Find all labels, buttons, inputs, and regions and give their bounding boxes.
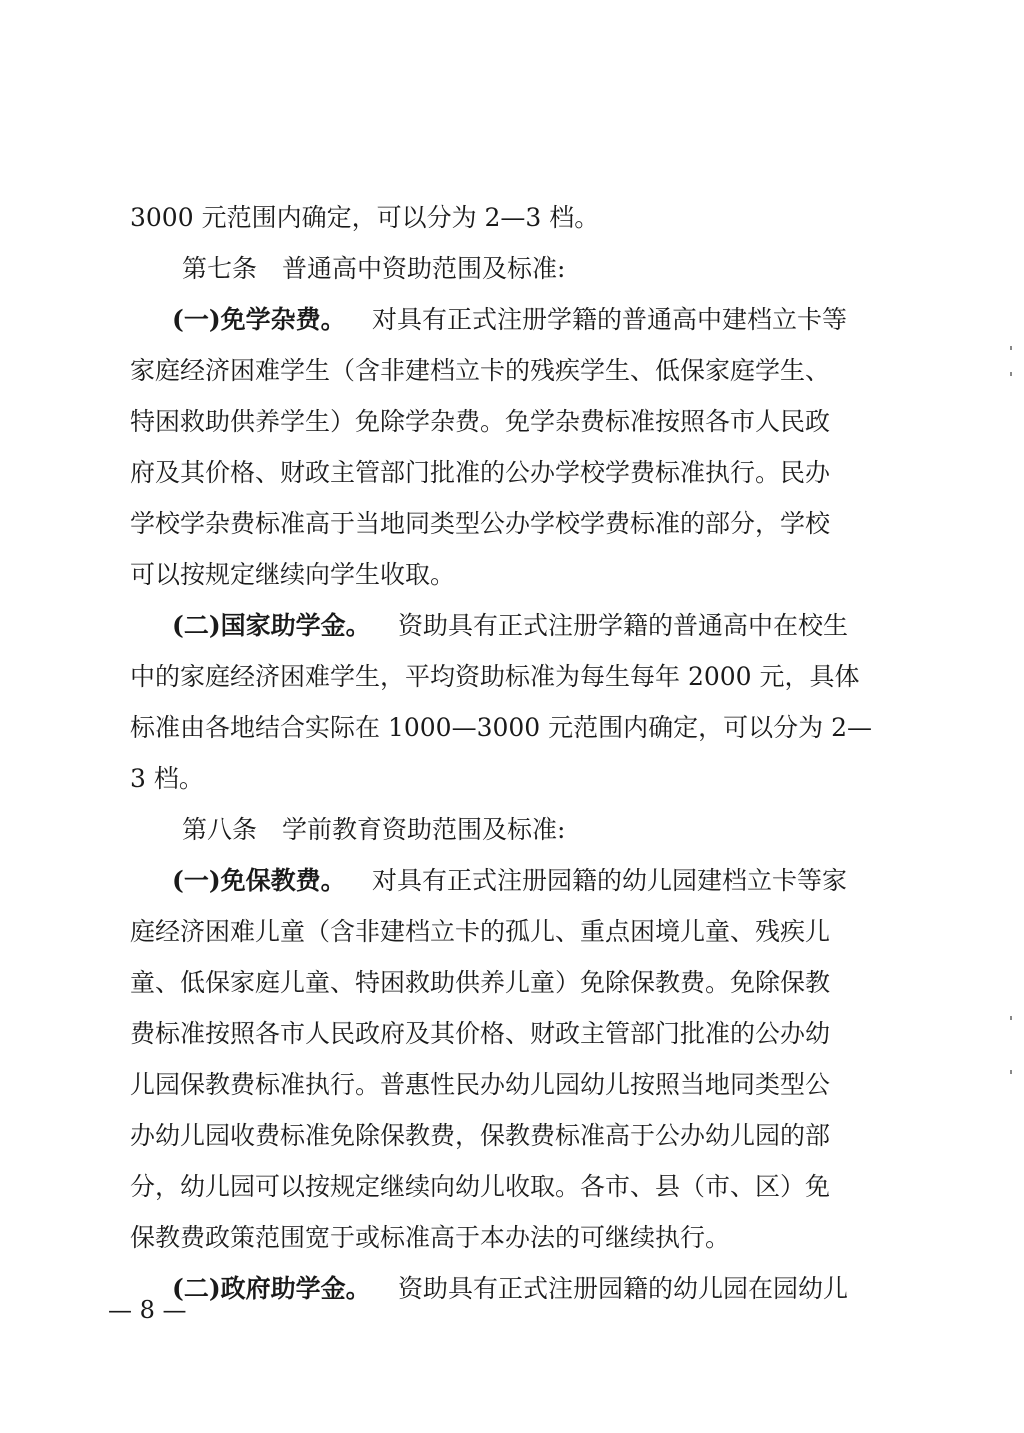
article-heading <box>0 807 1024 853</box>
line-text: 中的家庭经济困难学生，平均资助标准为每生每年 2000 元，具体 <box>130 662 860 691</box>
text-line <box>0 705 1024 751</box>
text-line <box>0 195 1024 241</box>
text-line <box>0 756 1024 802</box>
text-line <box>0 909 1024 955</box>
line-text: 资助具有正式注册园籍的幼儿园在园幼儿 <box>398 1274 849 1303</box>
text-line <box>0 1164 1024 1210</box>
line-text: 庭经济困难儿童（含非建档立卡的孤儿、重点困境儿童、残疾儿 <box>130 917 831 946</box>
scan-mark <box>1010 1016 1012 1020</box>
line-text: 保教费政策范围宽于或标准高于本办法的可继续执行。 <box>130 1223 731 1252</box>
line-text: 可以按规定继续向学生收取。 <box>130 560 456 589</box>
text-line <box>0 450 1024 496</box>
text-line <box>0 654 1024 700</box>
text-line <box>0 552 1024 598</box>
line-text: 特困救助供养学生）免除学杂费。免学杂费标准按照各市人民政 <box>130 407 831 436</box>
page-number: — 8 — <box>108 1296 187 1324</box>
line-text: 第七条 普通高中资助范围及标准: <box>182 254 566 283</box>
item-heading: (二)政府助学金。 <box>172 1274 371 1303</box>
scan-mark <box>1010 346 1012 350</box>
line-text: 第八条 学前教育资助范围及标准: <box>182 815 566 844</box>
line-text: 对具有正式注册学籍的普通高中建档立卡等 <box>372 305 848 334</box>
text-line <box>0 1011 1024 1057</box>
article-heading <box>0 246 1024 292</box>
text-line <box>0 1215 1024 1261</box>
scan-mark <box>1010 1070 1012 1074</box>
line-text: 资助具有正式注册学籍的普通高中在校生 <box>398 611 849 640</box>
text-line <box>0 1062 1024 1108</box>
line-text: 童、低保家庭儿童、特困救助供养儿童）免除保教费。免除保教 <box>130 968 831 997</box>
text-line <box>0 348 1024 394</box>
line-text: 标准由各地结合实际在 1000—3000 元范围内确定，可以分为 2— <box>130 713 872 742</box>
line-text: 家庭经济困难学生（含非建档立卡的残疾学生、低保家庭学生、 <box>130 356 831 385</box>
text-line <box>0 501 1024 547</box>
line-text: 3 档。 <box>130 764 204 793</box>
line-text: 儿园保教费标准执行。普惠性民办幼儿园幼儿按照当地同类型公 <box>130 1070 831 1099</box>
item-heading: (一)免保教费。 <box>172 866 346 895</box>
text-line <box>0 858 1024 904</box>
line-text: 办幼儿园收费标准免除保教费，保教费标准高于公办幼儿园的部 <box>130 1121 831 1150</box>
line-text: 分，幼儿园可以按规定继续向幼儿收取。各市、县（市、区）免 <box>130 1172 831 1201</box>
text-line <box>0 960 1024 1006</box>
item-heading: (二)国家助学金。 <box>172 611 371 640</box>
line-text: 3000 元范围内确定，可以分为 2—3 档。 <box>130 203 600 232</box>
line-text: 费标准按照各市人民政府及其价格、财政主管部门批准的公办幼 <box>130 1019 831 1048</box>
text-line <box>0 297 1024 343</box>
scan-mark <box>1010 372 1012 376</box>
text-line <box>0 603 1024 649</box>
item-heading: (一)免学杂费。 <box>172 305 346 334</box>
line-text: 对具有正式注册园籍的幼儿园建档立卡等家 <box>372 866 848 895</box>
line-text: 府及其价格、财政主管部门批准的公办学校学费标准执行。民办 <box>130 458 831 487</box>
text-line <box>0 1113 1024 1159</box>
text-line <box>0 399 1024 445</box>
line-text: 学校学杂费标准高于当地同类型公办学校学费标准的部分，学校 <box>130 509 831 538</box>
